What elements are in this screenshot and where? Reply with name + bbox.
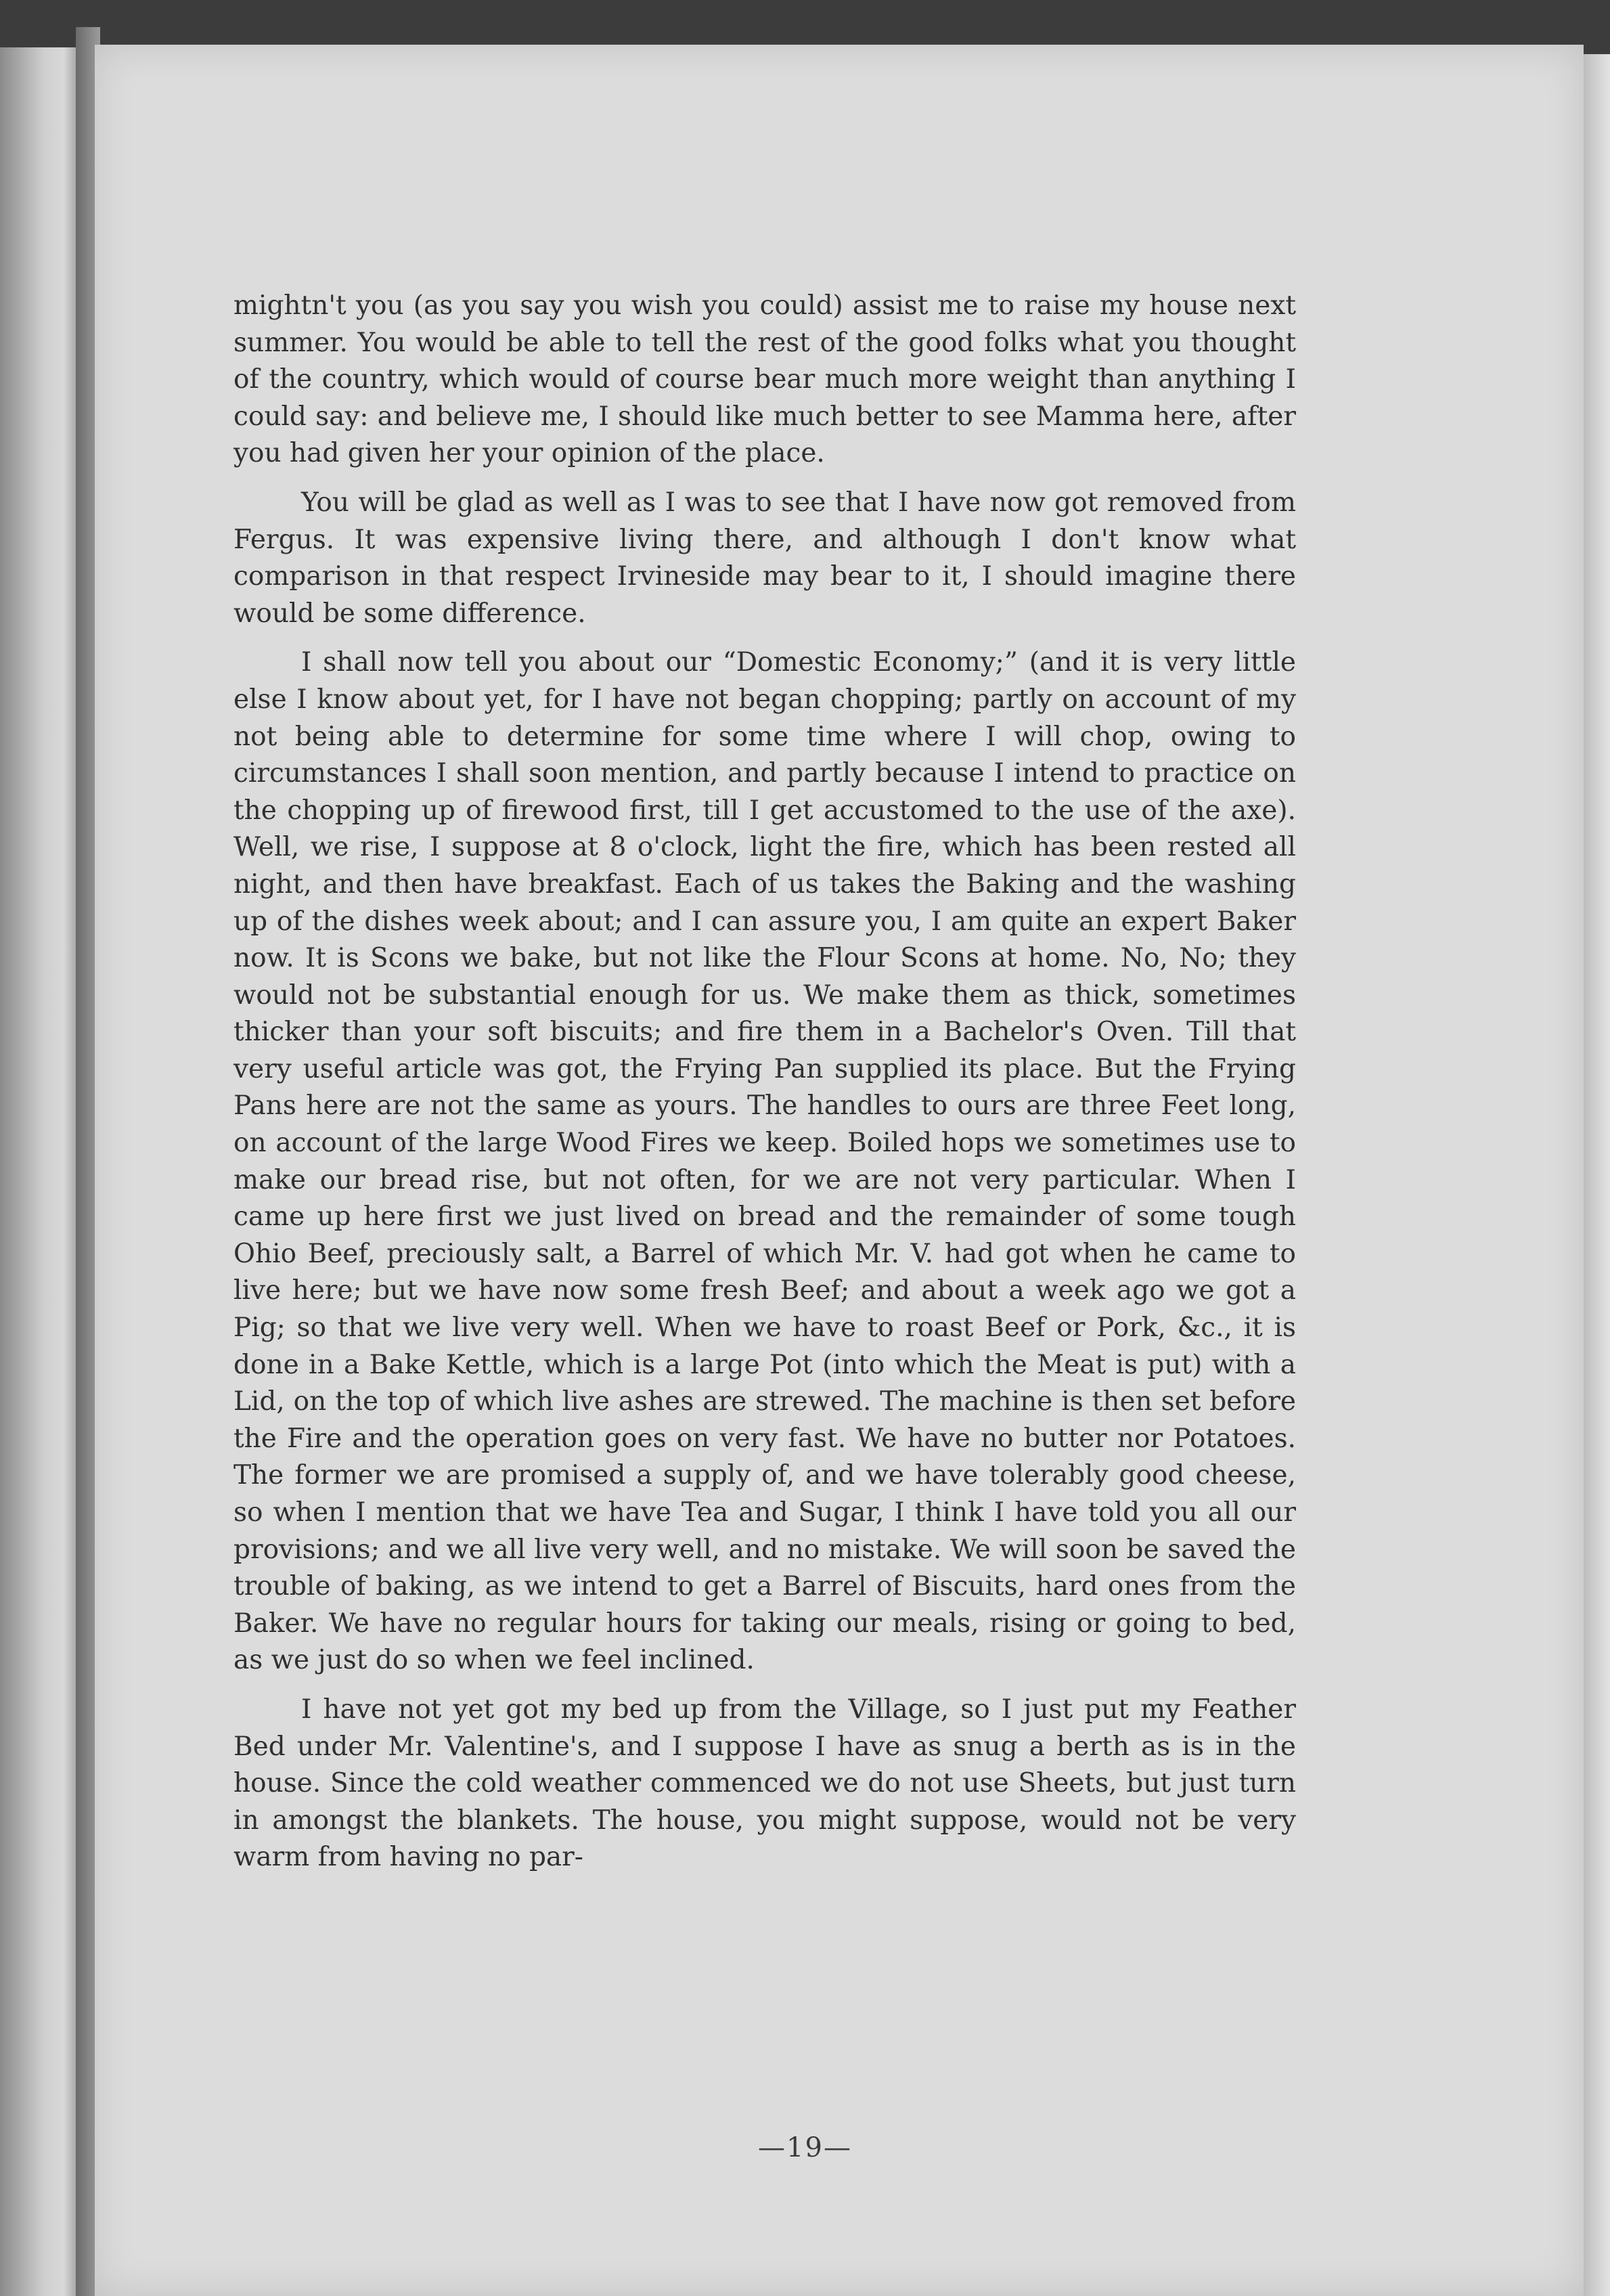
page-body-text	[233, 288, 1296, 1876]
paragraph-1: mightn't you (as you say you wish you could) assist me to raise my house next summer. You would be able to tell the rest of the good folks what you thought of the country, which would of course bear much more weight than anything I could say: and believe me, I should like much better to see Mamma here, after you had given her your opinion of the place.	[233, 290, 1296, 469]
paragraph-3: I shall now tell you about our “Domestic Economy;” (and it is very little else I know about yet, for I have not began chopping; partly on account of my not being able to determine for some time where I will chop, owing to circumstances I shall soon mention, and partly because I intend to practice on the chopping up of firewood first, till I get accustomed to the use of the axe). Well, we rise, I suppose at 8 o'clock, light the fire, which has been rested all night, and then have breakfast. Each of us takes the Baking and the washing up of the dishes week about; and I can assure you, I am quite an expert Baker now. It is Scons we bake, but not like the Flour Scons at home. No, No; they would not be substantial enough for us. We make them as thick, sometimes thicker than your soft biscuits; and fire them in a Bachelor's Oven. Till that very useful article was got, the Frying Pan supplied its place. But the Frying Pans here are not the same as yours. The handles to ours are three Feet long, on account of the large Wood Fires we keep. Boiled hops we sometimes use to make our bread rise, but not often, for we are not very particular. When I came up here first we just lived on bread and the remainder of some tough Ohio Beef, preciously salt, a Barrel of which Mr. V. had got when he came to live here; but we have now some fresh Beef; and about a week ago we got a Pig; so that we live very well. When we have to roast Beef or Pork, &c., it is done in a Bake Kettle, which is a large Pot (into which the Meat is put) with a Lid, on the top of which live ashes are strewed. The machine is then set before the Fire and the operation goes on very fast. We have no butter nor Potatoes. The former we are promised a supply of, and we have tolerably good cheese, so when I mention that we have Tea and Sugar, I think I have told you all our provisions; and we all live very well, and no mistake. We will soon be saved the trouble of baking, as we intend to get a Barrel of Biscuits, hard ones from the Baker. We have no regular hours for taking our meals, rising or going to bed, as we just do so when we feel inclined.	[233, 647, 1296, 1676]
paragraph-2: You will be glad as well as I was to see that I have now got removed from Fergus. It was expensive living there, and although I don't know what comparison in that respect Irvineside may bear to it, I should imagine there would be some difference.	[233, 487, 1296, 629]
right-page-edge	[1584, 54, 1610, 2296]
paragraph-4: I have not yet got my bed up from the Village, so I just put my Feather Bed under Mr. Valentine's, and I suppose I have as snug a berth as is in the house. Since the cold weather commenced we do not use Sheets, but just turn in amongst the blankets. The house, you might suppose, would not be very warm from having no par-	[233, 1694, 1296, 1873]
page-number: —19—	[758, 2132, 852, 2163]
left-page-edge	[0, 47, 80, 2296]
